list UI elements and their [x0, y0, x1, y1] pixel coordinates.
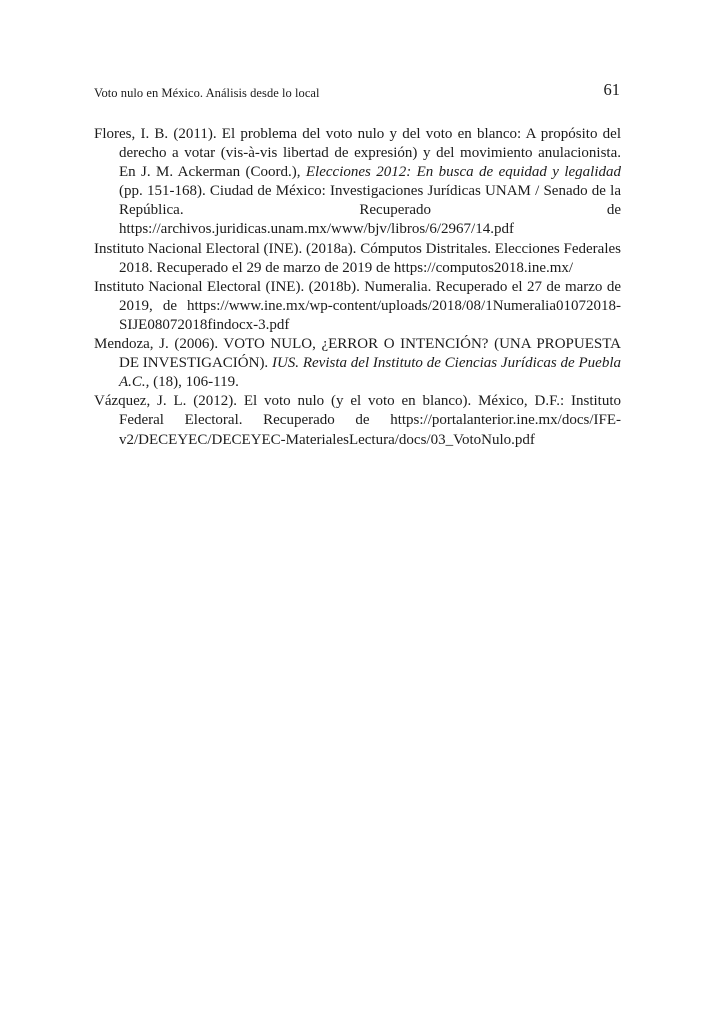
reference-title-italic: Elecciones 2012: En busca de equidad y legalidad	[305, 164, 621, 181]
reference-text-tail: (18), 106-119.	[149, 374, 239, 391]
reference-text: Instituto Nacional Electoral (INE). (2018b). Numeralia. Recuperado el 27 de marzo de 2019, de https://www.ine.mx/wp-content/uploads/2018/08/1Numeralia01072018-SIJE08072018findocx-3.pdf	[94, 278, 621, 333]
page-header	[94, 80, 620, 106]
reference-entry	[94, 240, 621, 278]
reference-entry	[94, 335, 621, 392]
reference-entry	[94, 278, 621, 335]
reference-text: Mendoza, J. (2006). VOTO NULO, ¿ERROR O INTENCIÓN? (UNA PROPUESTA DE INVESTIGACIÓN).	[94, 336, 621, 372]
reference-entry	[94, 392, 621, 449]
running-title: Voto nulo en México. Análisis desde lo local	[94, 86, 320, 100]
reference-text-tail: (pp. 151-168). Ciudad de México: Investigaciones Jurídicas UNAM / Senado de la República. Recuperado de https://archivos.juridicas.unam.mx/www/bjv/libros/6/2967/14.pdf	[119, 183, 621, 238]
reference-text: Instituto Nacional Electoral (INE). (2018a). Cómputos Distritales. Elecciones Federales 2018. Recuperado el 29 de marzo de 2019 de https://computos2018.ine.mx/	[94, 240, 621, 276]
reference-entry	[94, 125, 621, 240]
reference-list	[94, 125, 621, 450]
reference-text: Vázquez, J. L. (2012). El voto nulo (y el voto en blanco). México, D.F.: Instituto Federal Electoral. Recuperado de https://portalanterior.ine.mx/docs/IFE-v2/DECEYEC/DECEYEC-MaterialesLectura/docs/03_VotoNulo.pdf	[94, 393, 621, 448]
page-number: 61	[603, 80, 620, 99]
reference-title-italic: IUS. Revista del Instituto de Ciencias Jurídicas de Puebla A.C.,	[119, 355, 621, 391]
reference-text: Flores, I. B. (2011). El problema del voto nulo y del voto en blanco: A propósito del derecho a votar (vis-à-vis libertad de expresión) y del movimiento anulacionista. En J. M. Ackerman (Coord.),	[94, 126, 621, 181]
